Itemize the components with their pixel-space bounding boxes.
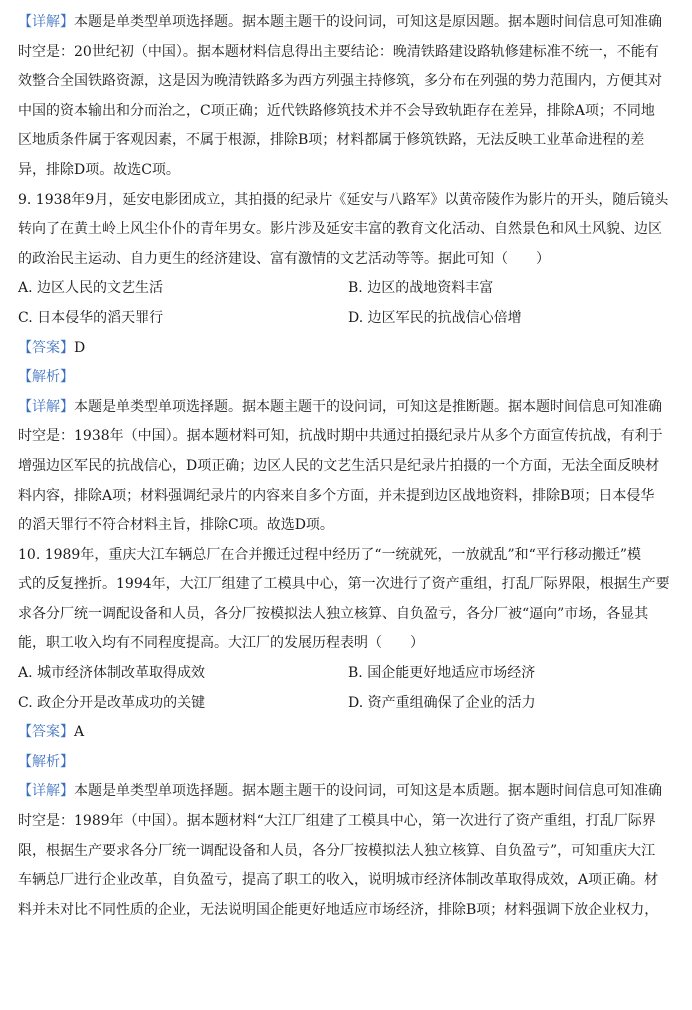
prev-detail-line: 中国的资本输出和分而治之，C项正确；近代铁路修筑技术并不会导致轨距存在差异，排除A项；不同地 [18, 102, 655, 119]
q9-stem-line: 的政治民主运动、自力更生的经济建设、富有激情的文艺活动等等。据此可知（ ） [18, 250, 550, 267]
q9-answer-value: D [74, 339, 86, 356]
q10-answer-value: A [74, 724, 85, 741]
q9-detail-line: 料内容，排除A项；材料强调纪录片的内容来自多个方面，并未提到边区战地资料，排除B项；日本侵华 [18, 487, 655, 504]
q10-detail-line: 限，根据生产要求各分厂统一调配设备和人员，各分厂按模拟法人独立核算、自负盈亏”，可知重庆大江 [18, 842, 656, 859]
q10-analysis-heading [18, 748, 678, 778]
q10-option-d: D. 资产重组确保了企业的活力 [348, 694, 536, 711]
detail-tag: 【详解】 [18, 783, 74, 800]
q10-stem-line: 式的反复挫折。1994年，大江厂组建了工模具中心，第一次进行了资产重组，打乱厂际界限，根据生产要 [18, 576, 670, 593]
prev-detail-line: 【详解】本题是单类型单项选择题。据本题主题干的设问词，可知这是原因题。据本题时间信息可知准确 [18, 14, 662, 30]
q10-answer [18, 718, 678, 748]
answer-tag: 【答案】 [18, 724, 74, 741]
q9-answer [18, 334, 678, 364]
detail-tag: 【详解】 [18, 14, 74, 30]
prev-detail-line: 区地质条件属于客观因素，不属于根源，排除B项；材料都属于修筑铁路，无法反映工业革命进程的差 [18, 132, 645, 149]
answer-tag: 【答案】 [18, 339, 74, 356]
q10-detail-line: 车辆总厂进行企业改革，自负盈亏，提高了职工的收入，说明城市经济体制改革取得成效，A项正确。材 [18, 872, 659, 889]
analysis-tag: 【解析】 [18, 753, 74, 770]
analysis-tag: 【解析】 [18, 369, 74, 386]
q9-options-row [18, 304, 678, 334]
q10-options-row [18, 689, 678, 719]
q9-detail-line: 的滔天罪行不符合材料主旨，排除C项。故选D项。 [18, 517, 334, 534]
q10-stem-line: 10. 1989年，重庆大江车辆总厂在合并搬迁过程中经历了“一统就死，一放就乱”和“平行移动搬迁”模 [18, 546, 641, 563]
q9-analysis-heading [18, 363, 678, 393]
q10-option-b: B. 国企能更好地适应市场经济 [348, 665, 536, 682]
q9-detail-line: 【详解】本题是单类型单项选择题。据本题主题干的设问词，可知这是推断题。据本题时间信息可知准确 [18, 398, 662, 415]
q9-option-a: A. 边区人民的文艺生活 [18, 280, 164, 297]
prev-detail-line: 异，排除D项。故选C项。 [18, 161, 180, 178]
q9-option-b: B. 边区的战地资料丰富 [348, 280, 494, 297]
q10-stem-line: 求各分厂统一调配设备和人员，各分厂按模拟法人独立核算、自负盈亏，各分厂被“逼向”市场，各显其 [18, 605, 649, 622]
q9-detail-line: 时空是：1938年（中国）。据本题材料可知，抗战时期中共通过拍摄纪录片从多个方面宣传抗战，有利于 [18, 428, 663, 445]
document-page [18, 8, 678, 925]
q9-stem-line: 转向了在黄土岭上风尘仆仆的青年男女。影片涉及延安丰富的教育文化活动、自然景色和风土风貌、边区 [18, 221, 662, 238]
q10-detail-line: 料并未对比不同性质的企业，无法说明国企能更好地适应市场经济，排除B项；材料强调下放企业权力， [18, 901, 659, 918]
q9-option-d: D. 边区军民的抗战信心倍增 [348, 309, 522, 326]
q9-option-c: C. 日本侵华的滔天罪行 [18, 309, 164, 326]
q10-option-a: A. 城市经济体制改革取得成效 [18, 665, 206, 682]
q10-detail-line: 【详解】本题是单类型单项选择题。据本题主题干的设问词，可知这是本质题。据本题时间信息可知准确 [18, 783, 662, 800]
q9-stem-line: 9. 1938年9月，延安电影团成立，其拍摄的纪录片《延安与八路军》以黄帝陵作为影片的开头，随后镜头 [18, 191, 669, 208]
q10-option-c: C. 政企分开是改革成功的关键 [18, 694, 206, 711]
prev-detail-line: 时空是：20世纪初（中国）。据本题材料信息得出主要结论：晚清铁路建设路轨修建标准不统一，不能有 [18, 43, 659, 60]
q10-options-row [18, 659, 678, 689]
q10-stem-line: 能，职工收入均有不同程度提高。大江厂的发展历程表明（ ） [18, 635, 424, 652]
q9-detail-line: 增强边区军民的抗战信心，D项正确；边区人民的文艺生活只是纪录片拍摄的一个方面，无法全面反映材 [18, 457, 660, 474]
detail-tag: 【详解】 [18, 398, 74, 415]
prev-detail-line: 效整合全国铁路资源，这是因为晚清铁路多为西方列强主持修筑，多分布在列强的势力范围内，方便其对 [18, 73, 662, 90]
q10-detail-line: 时空是：1989年（中国）。据本题材料“大江厂组建了工模具中心，第一次进行了资产重组，打乱厂际界 [18, 813, 656, 830]
q9-options-row [18, 274, 678, 304]
